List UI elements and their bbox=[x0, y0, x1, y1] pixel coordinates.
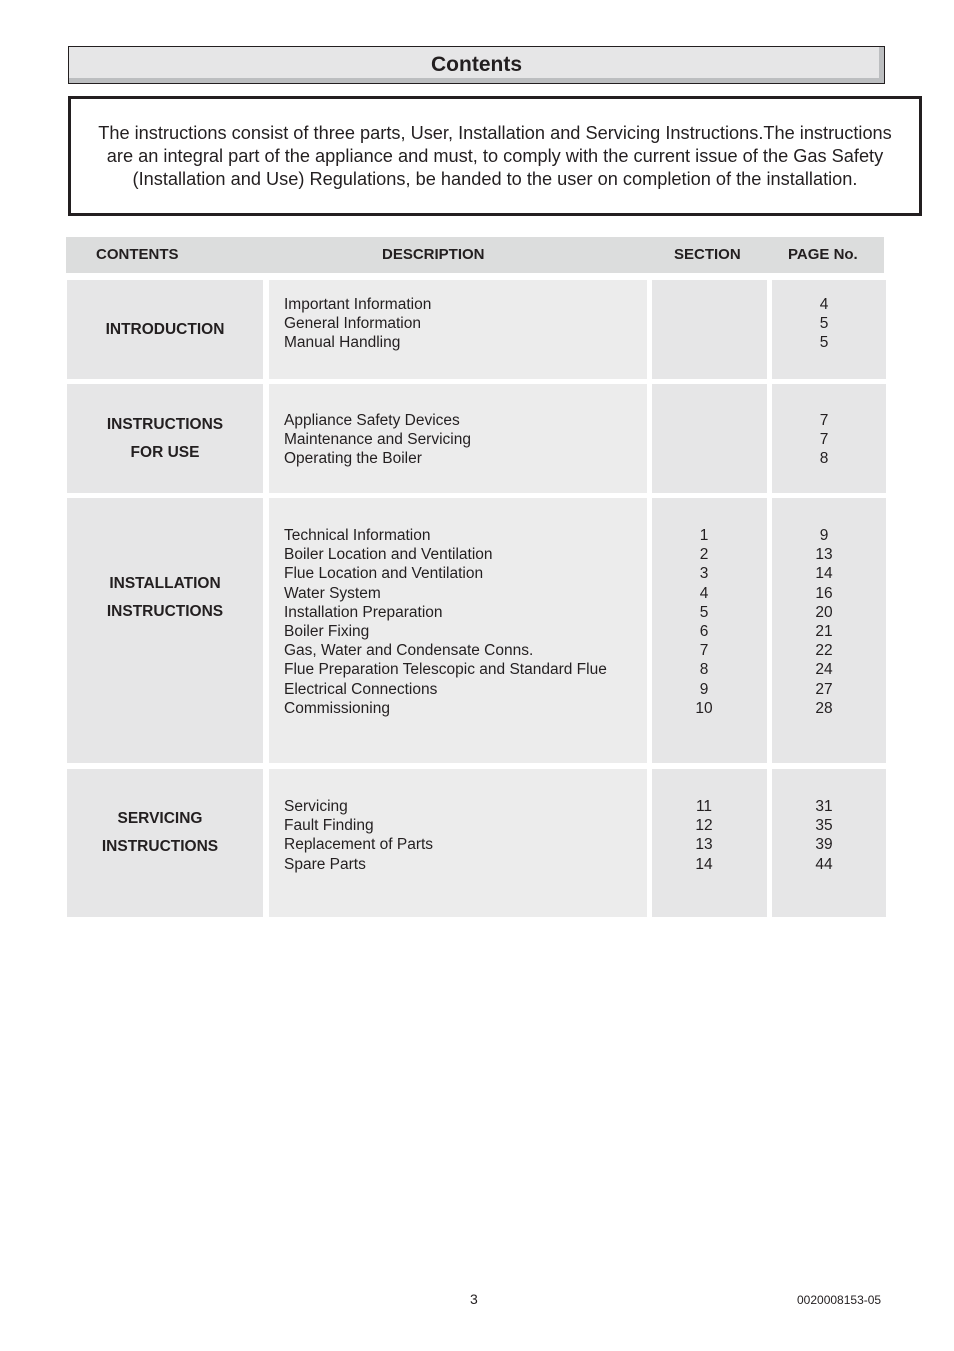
category-line: INSTRUCTIONS bbox=[106, 603, 224, 620]
footer-doc-code: 0020008153-05 bbox=[797, 1293, 882, 1307]
row-pages bbox=[772, 295, 876, 353]
page-number: 21 bbox=[815, 623, 833, 641]
page-title-box bbox=[68, 46, 885, 84]
row-section-cell bbox=[652, 280, 767, 379]
page-number: 9 bbox=[819, 527, 829, 544]
list-item: Spare Parts bbox=[284, 855, 366, 873]
list-item: Important Information bbox=[284, 296, 432, 313]
list-item: Commissioning bbox=[284, 699, 390, 717]
list-item: Replacement of Parts bbox=[284, 836, 434, 854]
row-page-cell bbox=[772, 384, 886, 493]
page-number: 28 bbox=[815, 699, 833, 717]
row-sections bbox=[652, 526, 756, 718]
page-number: 20 bbox=[815, 603, 833, 621]
page-number: 31 bbox=[815, 798, 833, 815]
table-header bbox=[66, 237, 884, 273]
page-number: 39 bbox=[815, 836, 833, 854]
category-line: FOR USE bbox=[130, 443, 200, 461]
row-pages bbox=[772, 797, 876, 874]
page-number: 5 bbox=[819, 334, 829, 352]
category-line: INSTRUCTIONS bbox=[106, 415, 224, 433]
section-number: 5 bbox=[699, 603, 709, 621]
section-number: 13 bbox=[695, 836, 713, 854]
row-description-cell bbox=[269, 498, 647, 763]
row-pages bbox=[772, 411, 876, 469]
header-contents: CONTENTS bbox=[96, 246, 179, 263]
section-number: 7 bbox=[699, 642, 709, 660]
section-number: 6 bbox=[699, 623, 709, 641]
list-item: Boiler Location and Ventilation bbox=[284, 546, 493, 564]
page-number: 35 bbox=[815, 817, 833, 835]
row-pages bbox=[772, 526, 876, 718]
list-item: Manual Handling bbox=[284, 334, 401, 352]
page-number: 44 bbox=[815, 855, 833, 873]
header-description: DESCRIPTION bbox=[382, 246, 485, 263]
page-number: 7 bbox=[819, 412, 829, 429]
row-category bbox=[67, 384, 263, 493]
row-sections bbox=[652, 797, 756, 874]
row-category bbox=[67, 769, 253, 897]
list-item: Servicing bbox=[284, 798, 348, 815]
list-item: Installation Preparation bbox=[284, 603, 443, 621]
list-item: Operating the Boiler bbox=[284, 450, 422, 468]
list-item: Flue Preparation Telescopic and Standard Flue bbox=[284, 661, 607, 679]
list-item: Appliance Safety Devices bbox=[284, 412, 460, 429]
row-page-cell bbox=[772, 498, 886, 763]
row-section-cell bbox=[652, 384, 767, 493]
page-number: 16 bbox=[815, 584, 833, 602]
row-description-cell bbox=[269, 384, 647, 493]
list-item: Electrical Connections bbox=[284, 680, 438, 698]
list-item: Flue Location and Ventilation bbox=[284, 565, 484, 583]
page-number: 22 bbox=[815, 642, 833, 660]
section-number: 11 bbox=[695, 798, 713, 815]
row-category-cell bbox=[67, 498, 263, 763]
row-category-cell bbox=[67, 769, 263, 917]
section-number: 14 bbox=[695, 855, 713, 873]
page-number: 24 bbox=[815, 661, 833, 679]
list-item: Water System bbox=[284, 584, 381, 602]
section-number: 1 bbox=[699, 527, 709, 544]
row-items bbox=[284, 526, 607, 718]
row-page-cell bbox=[772, 769, 886, 917]
category-line: INSTALLATION bbox=[109, 575, 221, 592]
category-line: INTRODUCTION bbox=[105, 320, 225, 338]
section-number: 2 bbox=[699, 546, 709, 564]
page-title: Contents bbox=[431, 53, 522, 76]
section-number: 3 bbox=[699, 565, 709, 583]
intro-text: The instructions consist of three parts, User, Installation and Servicing Instructions.The instructions are an integral part of the appliance and must, to comply with the current issue of the Gas Safety (Installation and Use) Regulations, be handed to the user on completion of the installation. bbox=[98, 122, 892, 189]
row-section-cell bbox=[652, 498, 767, 763]
page-number: 7 bbox=[819, 431, 829, 449]
page-number: 5 bbox=[819, 315, 829, 333]
intro-box bbox=[68, 96, 922, 216]
section-number: 9 bbox=[699, 680, 709, 698]
row-items bbox=[284, 797, 433, 874]
row-section-cell bbox=[652, 769, 767, 917]
section-number: 4 bbox=[699, 584, 709, 602]
row-category-cell bbox=[67, 384, 263, 493]
header-section: SECTION bbox=[674, 246, 741, 263]
list-item: Fault Finding bbox=[284, 817, 374, 835]
page-number: 27 bbox=[815, 680, 833, 698]
section-number: 10 bbox=[695, 699, 713, 717]
list-item: Technical Information bbox=[284, 527, 431, 544]
row-category bbox=[67, 498, 263, 698]
category-line: SERVICING bbox=[117, 810, 203, 827]
page-number: 13 bbox=[815, 546, 833, 564]
row-items bbox=[284, 295, 431, 353]
row-description-cell bbox=[269, 280, 647, 379]
row-category-cell bbox=[67, 280, 263, 379]
category-line: INSTRUCTIONS bbox=[101, 838, 219, 855]
row-description-cell bbox=[269, 769, 647, 917]
section-number: 12 bbox=[695, 817, 713, 835]
row-page-cell bbox=[772, 280, 886, 379]
list-item: Boiler Fixing bbox=[284, 623, 370, 641]
section-number: 8 bbox=[699, 661, 709, 679]
header-page: PAGE No. bbox=[788, 246, 858, 263]
row-category bbox=[67, 280, 263, 379]
page-number: 14 bbox=[815, 565, 833, 583]
list-item: Gas, Water and Condensate Conns. bbox=[284, 642, 534, 660]
row-items bbox=[284, 411, 471, 469]
footer-page-number: 3 bbox=[470, 1291, 478, 1307]
page-number: 8 bbox=[819, 450, 829, 468]
list-item: General Information bbox=[284, 315, 421, 333]
page-number: 4 bbox=[819, 296, 829, 313]
list-item: Maintenance and Servicing bbox=[284, 431, 471, 449]
